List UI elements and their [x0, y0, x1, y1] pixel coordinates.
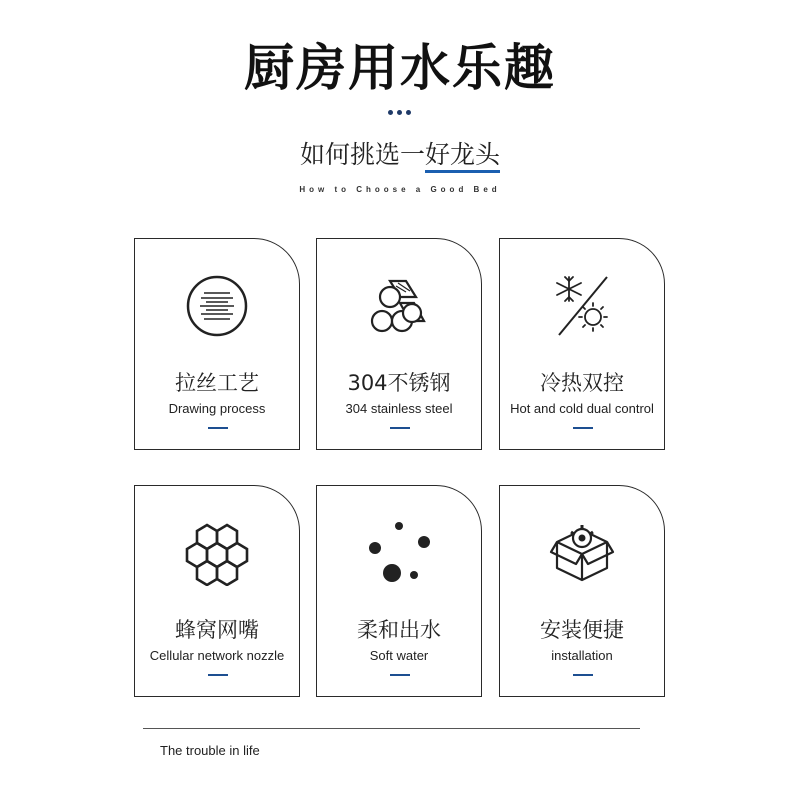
feature-title: 304不锈钢 [347, 371, 451, 395]
water-drops-icon [366, 520, 432, 586]
feature-subtitle: Hot and cold dual control [510, 401, 654, 416]
feature-title: 柔和出水 [357, 618, 441, 642]
feature-card-stainless-steel [316, 238, 482, 450]
accent-dash [208, 427, 228, 429]
subtitle-english: How to Choose a Good Bed [299, 185, 501, 194]
accent-dash [208, 674, 228, 676]
feature-title: 蜂窝网嘴 [175, 618, 259, 642]
decorative-dots [388, 110, 412, 116]
snowflake-sun-icon [549, 273, 615, 339]
feature-card-soft-water [316, 485, 482, 697]
subtitle-highlight: 好龙头 [425, 140, 500, 173]
feature-card-dual-control [499, 238, 665, 450]
steel-pipes-icon [366, 273, 432, 339]
feature-subtitle: installation [551, 648, 613, 663]
subtitle-text: 如何挑选一 [299, 140, 425, 169]
feature-title: 冷热双控 [540, 371, 624, 395]
feature-subtitle: Cellular network nozzle [149, 648, 285, 663]
feature-title: 拉丝工艺 [175, 371, 259, 395]
footer-divider [143, 728, 640, 729]
feature-subtitle: Soft water [369, 648, 429, 663]
page-title: 厨房用水乐趣 [244, 39, 556, 97]
feature-card-drawing-process [134, 238, 300, 450]
feature-subtitle: Drawing process [168, 401, 266, 416]
footer-text: The trouble in life [160, 743, 260, 758]
page-subtitle [0, 135, 800, 171]
feature-card-cellular-nozzle [134, 485, 300, 697]
brushed-texture-icon [184, 273, 250, 339]
accent-dash [573, 427, 593, 429]
feature-card-installation [499, 485, 665, 697]
accent-dash [573, 674, 593, 676]
accent-dash [390, 427, 410, 429]
feature-subtitle: 304 stainless steel [345, 401, 453, 416]
box-gear-icon [549, 520, 615, 586]
honeycomb-icon [184, 520, 250, 586]
feature-title: 安装便捷 [540, 618, 624, 642]
accent-dash [390, 674, 410, 676]
